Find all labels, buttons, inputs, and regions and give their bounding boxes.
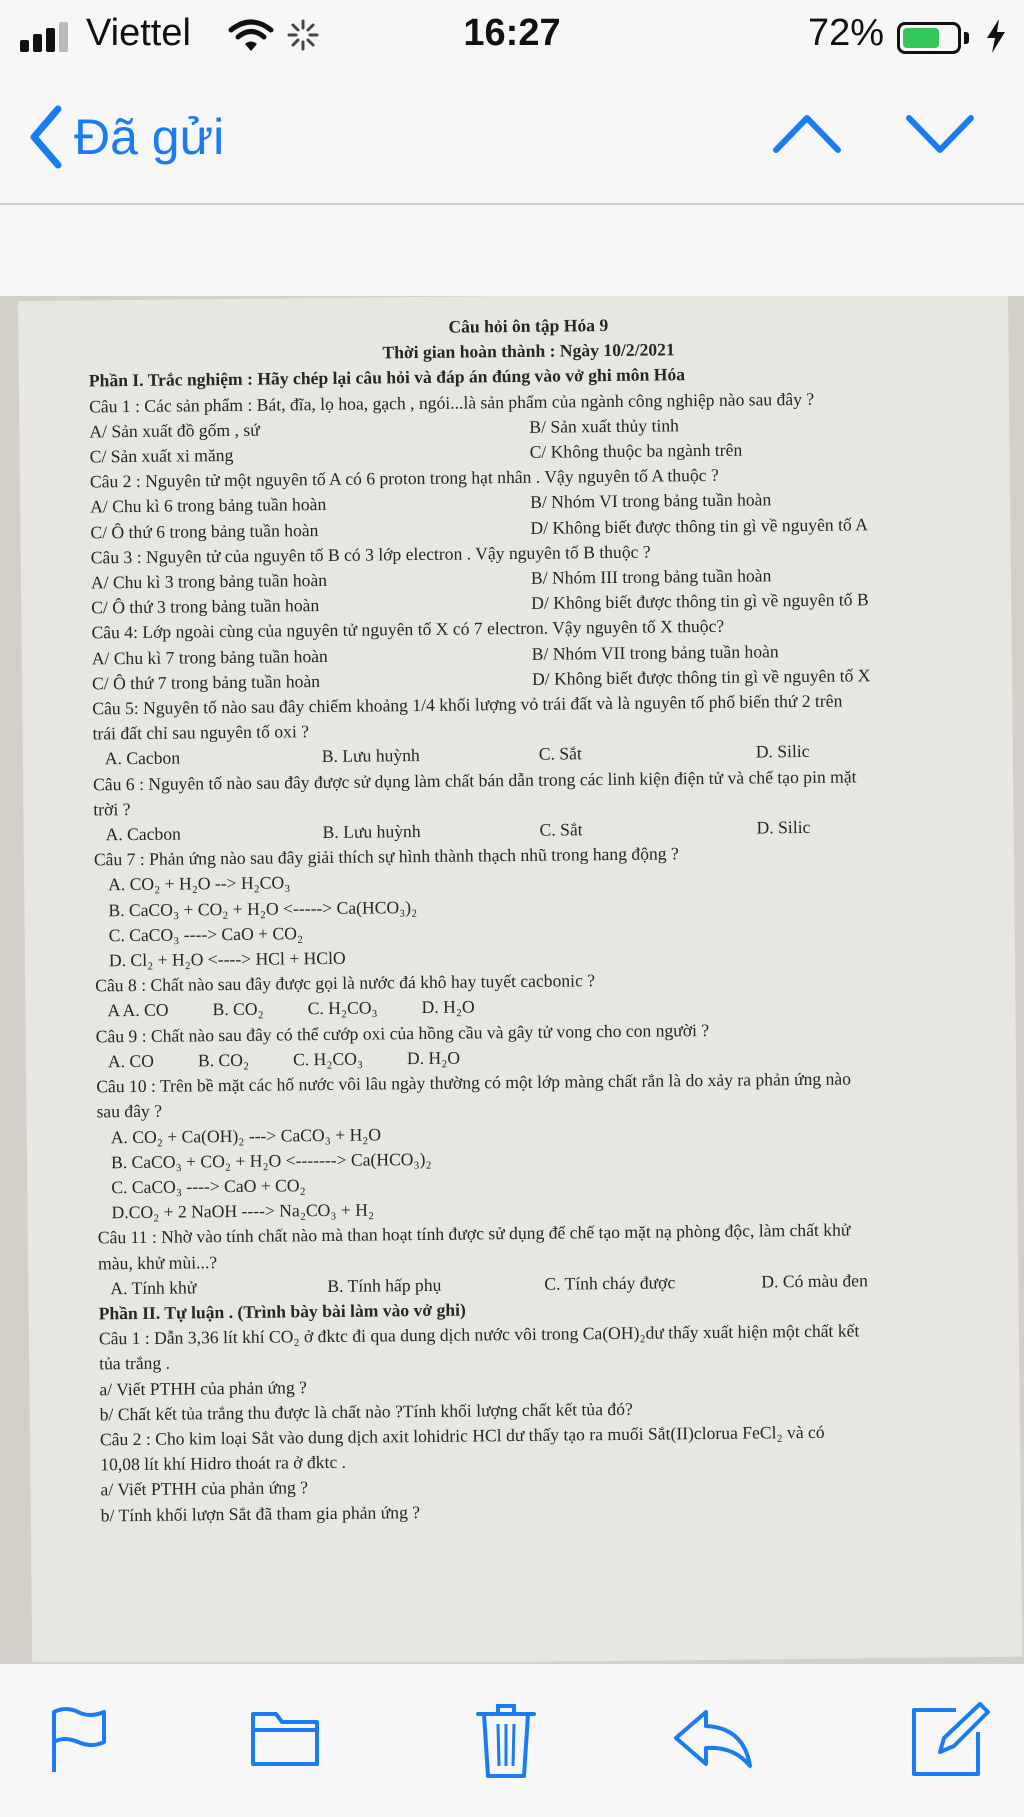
question-3: Câu 3 : Nguyên tử của nguyên tố B có 3 lớp electron . Vậy nguyên tố B thuộc ?: [90, 541, 651, 568]
option: C. CaCO₃ ----> CaO + CO₂: [111, 1175, 306, 1198]
back-button[interactable]: [28, 105, 224, 169]
bottom-toolbar: [0, 1662, 1024, 1817]
option: A A. CO: [107, 1000, 169, 1021]
option: B/ Nhóm III trong bảng tuần hoàn: [530, 565, 772, 588]
chevron-left-icon: [28, 105, 64, 169]
option: B/ Nhóm VII trong bảng tuần hoàn: [531, 640, 779, 664]
option: A/ Chu kì 6 trong bảng tuần hoàn: [90, 494, 327, 517]
option: A/ Chu kì 3 trong bảng tuần hoàn: [90, 569, 328, 593]
option: D. Cl₂ + H₂O <----> HCl + HClO: [108, 947, 346, 971]
question-11: Câu 11 : Nhờ vào tính chất nào mà than hoạt tính được sử dụng để chế tạo mặt nạ phòng độc, làm chất khử: [97, 1219, 851, 1248]
question-4: Câu 4: Lớp ngoài cùng của nguyên tử nguyên tố X có 7 electron. Vậy nguyên tố X thuộc?: [91, 616, 725, 643]
question-9: Câu 9 : Chất nào sau đây có thể cướp oxi của hồng cầu và gây tử vong cho con người ?: [95, 1019, 710, 1047]
option: D/ Không biết được thông tin gì về nguyên tố A: [530, 513, 868, 538]
option: B. CaCO₃ + CO₂ + H₂O <-------> Ca(HCO₃)₂: [110, 1148, 432, 1172]
option: D. Silic: [756, 816, 811, 838]
status-bar: [0, 0, 1024, 70]
question-6-cont: trời ?: [93, 798, 131, 820]
option: A. Cacbon: [104, 747, 181, 769]
trash-icon[interactable]: [476, 1702, 536, 1780]
question-6: Câu 6 : Nguyên tố nào sau đây được sử dụng làm chất bán dẫn trong các linh kiện điện tử và chế tạo pin mặt: [92, 766, 857, 795]
option: D/ Không biết được thông tin gì về nguyên tố X: [531, 665, 871, 689]
option: A/ Chu kì 7 trong bảng tuần hoàn: [91, 645, 328, 669]
question-8: Câu 8 : Chất nào sau đây được gọi là nước đá khô hay tuyết cacbonic ?: [95, 970, 596, 996]
option: A. CO: [107, 1050, 155, 1072]
option: B/ Nhóm VI trong bảng tuần hoàn: [530, 489, 772, 513]
option: A. CO₂ + H₂O --> H₂CO₃: [108, 872, 291, 895]
option: D. H₂O: [406, 1047, 461, 1069]
option: D/ Không biết được thông tin gì về nguyên tố B: [531, 589, 869, 614]
question-11-cont: màu, khử mùi...?: [97, 1251, 218, 1273]
option: B/ Sản xuất thủy tinh: [529, 415, 680, 437]
battery-percent: 72%: [808, 12, 885, 54]
essay-1-cont: tủa trắng .: [99, 1352, 171, 1374]
battery-icon: [897, 22, 961, 54]
option: C. CaCO₃ ----> CaO + CO₂: [108, 923, 304, 946]
option: A. Cacbon: [105, 823, 181, 845]
carrier-name: Viettel: [86, 12, 191, 54]
option: B. CO₂: [212, 999, 264, 1020]
question-7: Câu 7 : Phản ứng nào sau đây giải thích sự hình thành thạch nhũ trong hang động ?: [93, 843, 679, 870]
option: C/ Ô thứ 6 trong bảng tuần hoàn: [90, 519, 319, 543]
part2-header: Phần II. Tự luận . (Trình bày bài làm vào vở ghi): [98, 1299, 466, 1324]
battery-cap: [964, 32, 969, 44]
question-5: Câu 5: Nguyên tố nào sau đây chiếm khoảng 1/4 khối lượng vỏ trái đất và là nguyên tố phổ biến thứ 2 trên: [92, 690, 843, 719]
attachment-image[interactable]: [0, 296, 1024, 1662]
chevron-down-icon[interactable]: [905, 112, 975, 156]
part1-header: Phần I. Trắc nghiệm : Hãy chép lại câu hỏi và đáp án đúng vào vở ghi môn Hóa: [88, 364, 686, 391]
option: C/ Sản xuất xi măng: [89, 444, 234, 467]
option: D. H₂O: [421, 996, 475, 1018]
worksheet-deadline: Thời gian hoàn thành : Ngày 10/2/2021: [382, 339, 675, 363]
essay-2-part-a: a/ Viết PTHH của phản ứng ?: [100, 1477, 309, 1500]
option: C/ Không thuộc ba ngành trên: [529, 439, 743, 462]
option: C. H₂CO₃: [307, 997, 378, 1019]
option: B. Lưu huỳnh: [321, 745, 420, 767]
option: B. Tính hấp phụ: [327, 1274, 442, 1296]
compose-icon[interactable]: [910, 1700, 990, 1778]
worksheet-paper: [18, 296, 1022, 1662]
option: C. Sắt: [538, 743, 582, 765]
option: C. Sắt: [539, 819, 583, 840]
option: C. H₂CO₃: [292, 1048, 364, 1070]
option: D. Silic: [755, 741, 810, 762]
question-1: Câu 1 : Các sản phẩm : Bát, đĩa, lọ hoa, gạch , ngói...là sản phẩm của ngành công nghiệp nào sau đây ?: [89, 388, 815, 417]
essay-1-part-a: a/ Viết PTHH của phản ứng ?: [99, 1376, 308, 1399]
option: A. Tính khử: [110, 1277, 197, 1298]
question-2: Câu 2 : Nguyên tử một nguyên tố A có 6 proton trong hạt nhân . Vậy nguyên tố A thuộc ?: [89, 465, 719, 492]
back-button-label: Đã gửi: [74, 109, 225, 165]
option: C/ Ô thứ 7 trong bảng tuần hoàn: [91, 670, 321, 694]
option: B. Lưu huỳnh: [322, 821, 421, 843]
nav-bar: [0, 70, 1024, 205]
option: C. Tính cháy được: [544, 1272, 676, 1294]
option: D. Có màu đen: [761, 1270, 868, 1292]
option: B. CO₂: [197, 1049, 250, 1071]
reply-icon[interactable]: [672, 1706, 754, 1772]
essay-2-cont: 10,08 lít khí Hidro thoát ra ở đktc .: [100, 1451, 347, 1475]
essay-2: Câu 2 : Cho kim loại Sắt vào dung dịch axit lohidric HCl dư thấy tạo ra muối Sắt(II)clorua FeCl₂ và có: [99, 1421, 825, 1450]
chevron-up-icon[interactable]: [772, 112, 842, 156]
essay-2-part-b: b/ Tính khối lượn Sắt đã tham gia phản ứng ?: [100, 1501, 421, 1525]
essay-1-part-b: b/ Chất kết tủa trắng thu được là chất nào ?Tính khối lượng chất kết tủa đó?: [99, 1398, 633, 1425]
option: A/ Sản xuất đồ gốm , sứ: [89, 419, 260, 442]
option: C/ Ô thứ 3 trong bảng tuần hoàn: [91, 595, 320, 618]
worksheet-title: Câu hỏi ôn tập Hóa 9: [448, 315, 609, 337]
battery-level-fill: [903, 28, 939, 48]
folder-icon[interactable]: [250, 1706, 320, 1768]
question-5-cont: trái đất chỉ sau nguyên tố oxi ?: [92, 721, 310, 744]
question-10: Câu 10 : Trên bề mặt các hố nước vôi lâu ngày thường có một lớp màng chất rắn là do xảy ra phản ứng nào: [96, 1068, 852, 1097]
essay-1: Câu 1 : Dẫn 3,36 lít khí CO₂ ở đktc đi qua dung dịch nước vôi trong Ca(OH)₂dư thấy xuất hiện một chất kết: [98, 1320, 860, 1349]
option: D.CO₂ + 2 NaOH ----> Na₂CO₃ + H₂: [111, 1199, 375, 1223]
option: B. CaCO₃ + CO₂ + H₂O <-----> Ca(HCO₃)₂: [108, 896, 418, 920]
status-time: 16:27: [463, 12, 561, 54]
flag-icon[interactable]: [48, 1706, 108, 1776]
option: A. CO₂ + Ca(OH)₂ ---> CaCO₃ + H₂O: [110, 1123, 382, 1147]
charging-bolt-icon: [985, 18, 1007, 54]
question-10-cont: sau đây ?: [96, 1101, 163, 1122]
